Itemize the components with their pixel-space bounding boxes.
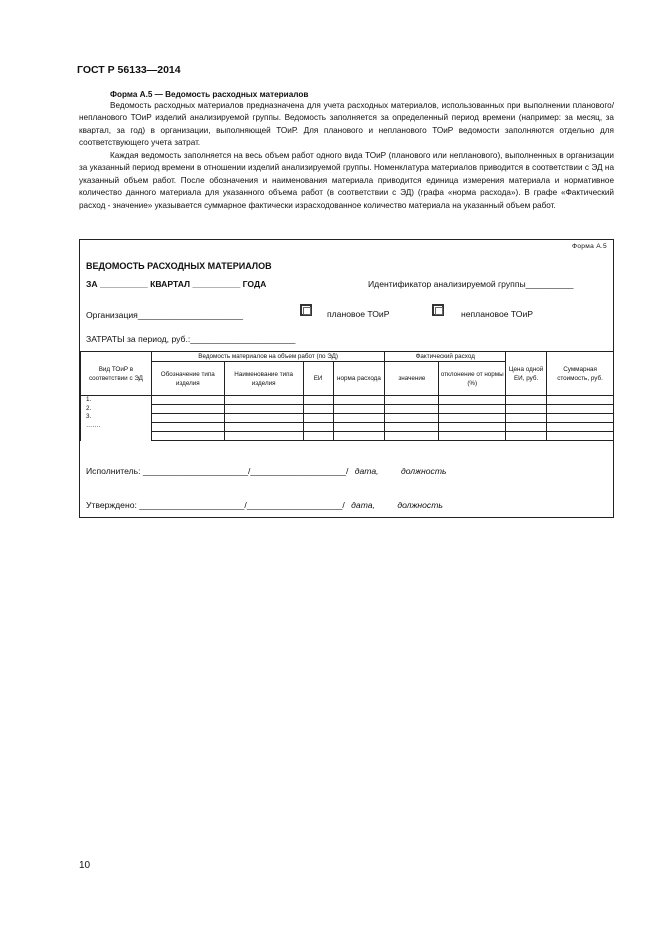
executor-line[interactable] [86, 466, 447, 476]
header-total-cost: Суммарная стоимость, руб. [547, 352, 614, 396]
table-cell[interactable] [547, 396, 614, 405]
table-cell[interactable] [547, 414, 614, 423]
table-cell[interactable] [151, 396, 224, 405]
unplanned-label: неплановое ТОиР [461, 309, 533, 319]
row-number: 1. [86, 396, 92, 403]
paragraph-2: Каждая ведомость заполняется на весь объем работ одного вида ТОиР (планового или непланового), выполненных в организации за указанный период времени в отношении изделий анализируемой группы. Номенклатура материалов приводится в соответствии с ЭД на указанный объем работ. После обозначения и наименования материала приводится единица измерения материала и нормативное количество данного материала для указанного объема работ (в соответствии с ЭД) (графа «норма расхода»). В графе «Фактический расход - значение» указывается суммарное фактически израсходованное количество материала на указанный объем работ. [79, 151, 614, 210]
table-cell[interactable] [506, 423, 547, 432]
table-cell[interactable] [333, 423, 385, 432]
table-cell[interactable] [224, 405, 303, 414]
table-cell[interactable] [439, 405, 506, 414]
executor-position: должность [400, 466, 447, 476]
header-name: Наименование типа изделия [224, 362, 303, 396]
table-cell[interactable] [333, 414, 385, 423]
row-number: ……. [86, 421, 101, 429]
table-cell[interactable] [333, 432, 385, 441]
form-label: Форма А.5 [572, 243, 607, 250]
approved-position: должность [397, 500, 443, 510]
header-actual-group: Фактический расход [385, 352, 506, 362]
table-cell[interactable] [547, 432, 614, 441]
row-number: 2. [86, 404, 92, 412]
header-unit: ЕИ [303, 362, 333, 396]
header-maintenance-type: Вид ТОиР в соответствии с ЭД [81, 352, 152, 396]
page-number: 10 [79, 860, 91, 871]
header-unit-price: Цена одной ЕИ, руб. [506, 352, 547, 396]
table-cell[interactable] [151, 423, 224, 432]
approved-line[interactable] [86, 500, 443, 510]
row-numbers-cell [81, 396, 152, 441]
table-cell[interactable] [439, 423, 506, 432]
table-cell[interactable] [506, 414, 547, 423]
table-cell[interactable] [506, 405, 547, 414]
header-materials-group: Ведомость материалов на объем работ (по ЭД) [151, 352, 385, 362]
group-identifier-line[interactable]: Идентификатор анализируемой группы__________ [368, 279, 574, 289]
planned-label: плановое ТОиР [327, 309, 390, 319]
table-cell[interactable] [303, 414, 333, 423]
quarter-year-line[interactable]: ЗА __________ КВАРТАЛ __________ ГОДА [86, 279, 267, 289]
table-cell[interactable] [547, 423, 614, 432]
table-cell[interactable] [224, 414, 303, 423]
table-cell[interactable] [439, 396, 506, 405]
table-cell[interactable] [385, 432, 439, 441]
header-value: значение [385, 362, 439, 396]
table-cell[interactable] [506, 396, 547, 405]
table-cell[interactable] [385, 423, 439, 432]
table-cell[interactable] [224, 432, 303, 441]
executor-label: Исполнитель: ______________________/____________________/ [86, 466, 349, 476]
planned-checkbox[interactable] [300, 304, 312, 316]
table-cell[interactable] [439, 432, 506, 441]
paragraph-1: Ведомость расходных материалов предназначена для учета расходных материалов, использованных при выполнении планового/непланового ТОиР изделий анализируемой группы. Ведомость заполняется за определенный период времени (например: за месяц, за квартал, за год) в организации, выполняющей ТОиР. Для планового и непланового ТОиР ведомости заполняются отдельно для соответствующего учета затрат. [79, 101, 614, 148]
form-a5-frame [79, 239, 614, 518]
header-designation: Обозначение типа изделия [151, 362, 224, 396]
table-cell[interactable] [303, 396, 333, 405]
form-title: ВЕДОМОСТЬ РАСХОДНЫХ МАТЕРИАЛОВ [86, 261, 272, 271]
table-cell[interactable] [547, 405, 614, 414]
table-cell[interactable] [439, 414, 506, 423]
approved-date: дата, [351, 500, 375, 510]
table-cell[interactable] [303, 405, 333, 414]
table-cell[interactable] [224, 423, 303, 432]
table-cell[interactable] [506, 432, 547, 441]
table-cell[interactable] [303, 432, 333, 441]
table-cell[interactable] [151, 405, 224, 414]
table-cell[interactable] [151, 432, 224, 441]
table-cell[interactable] [333, 396, 385, 405]
row-number: 3. [86, 413, 92, 421]
executor-date: дата, [354, 466, 379, 476]
organization-line[interactable]: Организация______________________ [86, 310, 243, 320]
materials-table [80, 351, 614, 441]
approved-label: Утверждено: ______________________/____________________/ [86, 500, 345, 510]
document-standard-header: ГОСТ Р 56133—2014 [77, 64, 181, 76]
table-cell[interactable] [385, 396, 439, 405]
table-cell[interactable] [385, 405, 439, 414]
unplanned-checkbox[interactable] [432, 304, 444, 316]
table-cell[interactable] [151, 414, 224, 423]
section-title: Форма А.5 — Ведомость расходных материалов [110, 90, 309, 99]
costs-line[interactable]: ЗАТРАТЫ за период, руб.:______________________ [86, 334, 296, 344]
table-cell[interactable] [224, 396, 303, 405]
header-norm: норма расхода [333, 362, 385, 396]
table-cell[interactable] [385, 414, 439, 423]
table-cell[interactable] [333, 405, 385, 414]
table-cell[interactable] [303, 423, 333, 432]
header-deviation: отклонение от нормы (%) [439, 362, 506, 396]
